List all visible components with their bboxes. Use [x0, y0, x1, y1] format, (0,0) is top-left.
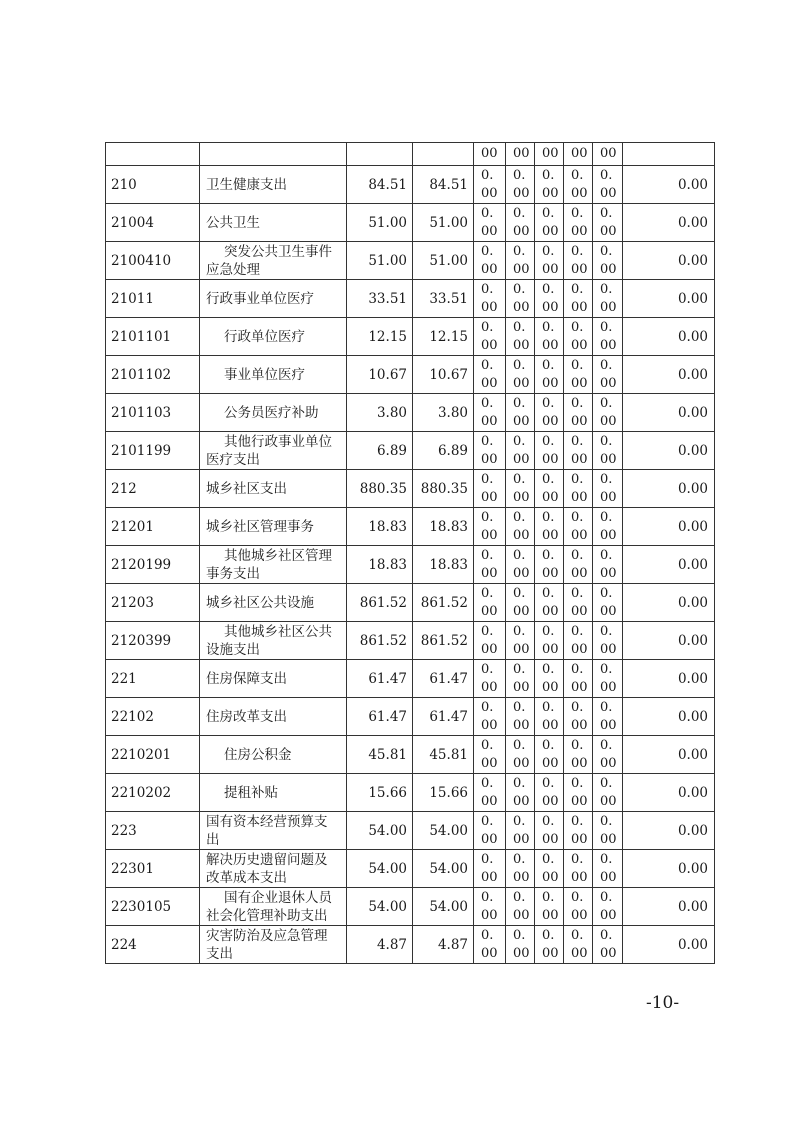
small-cell: 0. 00: [506, 812, 535, 850]
table-row: [106, 622, 715, 660]
name-cell: 行政单位医疗: [200, 318, 347, 356]
basic-cell: 54.00: [413, 888, 474, 926]
last-cell: 0.00: [623, 622, 715, 660]
small-cell: 0. 00: [474, 166, 506, 204]
last-cell: 0.00: [623, 508, 715, 546]
table-row: [106, 508, 715, 546]
table-row: [106, 888, 715, 926]
last-cell: 0.00: [623, 204, 715, 242]
small-cell: 0. 00: [474, 888, 506, 926]
small-cell: 0. 00: [593, 280, 623, 318]
last-cell: 0.00: [623, 394, 715, 432]
basic-cell: 861.52: [413, 622, 474, 660]
code-cell: 2101101: [106, 318, 200, 356]
basic-cell: 54.00: [413, 850, 474, 888]
small-cell: 0. 00: [535, 698, 564, 736]
small-cell: 0. 00: [506, 774, 535, 812]
name-cell: 城乡社区公共设施: [200, 584, 347, 622]
small-cell: 0. 00: [535, 470, 564, 508]
table-row: [106, 546, 715, 584]
small-cell: 0. 00: [564, 546, 593, 584]
total-cell: 15.66: [347, 774, 413, 812]
small-cell: 0. 00: [593, 926, 623, 964]
code-cell: 223: [106, 812, 200, 850]
total-cell: 10.67: [347, 356, 413, 394]
small-cell: 0. 00: [506, 736, 535, 774]
small-cell: 0. 00: [564, 394, 593, 432]
total-cell: 880.35: [347, 470, 413, 508]
small-cell: 0. 00: [474, 546, 506, 584]
code-cell: 2210202: [106, 774, 200, 812]
basic-cell: 6.89: [413, 432, 474, 470]
code-cell: 2101102: [106, 356, 200, 394]
code-cell: 22102: [106, 698, 200, 736]
small-cell: 0. 00: [593, 584, 623, 622]
small-cell: 0. 00: [474, 660, 506, 698]
small-cell: 0. 00: [506, 660, 535, 698]
total-cell: 54.00: [347, 888, 413, 926]
small-cell: 0. 00: [474, 204, 506, 242]
basic-cell: 54.00: [413, 812, 474, 850]
small-cell: 0. 00: [474, 280, 506, 318]
table-row: [106, 394, 715, 432]
small-cell: 0. 00: [506, 242, 535, 280]
name-cell: 其他行政事业单位 医疗支出: [200, 432, 347, 470]
last-cell: 0.00: [623, 470, 715, 508]
basic-cell: 61.47: [413, 698, 474, 736]
name-cell: 公共卫生: [200, 204, 347, 242]
total-cell: 45.81: [347, 736, 413, 774]
small-cell: 0. 00: [564, 432, 593, 470]
small-cell: 00: [535, 143, 564, 166]
last-cell: 0.00: [623, 888, 715, 926]
table-row: [106, 698, 715, 736]
name-cell: [200, 143, 347, 166]
code-cell: 2120199: [106, 546, 200, 584]
small-cell: 0. 00: [506, 204, 535, 242]
small-cell: 0. 00: [593, 166, 623, 204]
table-row: [106, 166, 715, 204]
basic-cell: 3.80: [413, 394, 474, 432]
small-cell: 0. 00: [535, 318, 564, 356]
small-cell: 0. 00: [564, 736, 593, 774]
small-cell: 0. 00: [593, 546, 623, 584]
name-cell: 住房公积金: [200, 736, 347, 774]
code-cell: 2120399: [106, 622, 200, 660]
table-row: [106, 774, 715, 812]
small-cell: 0. 00: [474, 926, 506, 964]
code-cell: 2230105: [106, 888, 200, 926]
last-cell: 0.00: [623, 356, 715, 394]
small-cell: 0. 00: [506, 584, 535, 622]
name-cell: 事业单位医疗: [200, 356, 347, 394]
total-cell: 61.47: [347, 698, 413, 736]
last-cell: 0.00: [623, 660, 715, 698]
small-cell: 00: [593, 143, 623, 166]
small-cell: 0. 00: [506, 394, 535, 432]
small-cell: 0. 00: [564, 356, 593, 394]
small-cell: 00: [474, 143, 506, 166]
small-cell: 0. 00: [593, 394, 623, 432]
small-cell: 0. 00: [535, 242, 564, 280]
basic-cell: 861.52: [413, 584, 474, 622]
basic-cell: 12.15: [413, 318, 474, 356]
small-cell: 0. 00: [535, 850, 564, 888]
small-cell: 0. 00: [535, 394, 564, 432]
last-cell: 0.00: [623, 812, 715, 850]
total-cell: 861.52: [347, 622, 413, 660]
small-cell: 0. 00: [535, 584, 564, 622]
last-cell: 0.00: [623, 546, 715, 584]
total-cell: 861.52: [347, 584, 413, 622]
table-row: [106, 660, 715, 698]
small-cell: 0. 00: [593, 508, 623, 546]
table-row: [106, 736, 715, 774]
name-cell: 行政事业单位医疗: [200, 280, 347, 318]
small-cell: 0. 00: [593, 660, 623, 698]
basic-cell: 18.83: [413, 508, 474, 546]
code-cell: [106, 143, 200, 166]
name-cell: 城乡社区支出: [200, 470, 347, 508]
page-number: -10-: [646, 993, 680, 1013]
small-cell: 0. 00: [564, 584, 593, 622]
small-cell: 0. 00: [506, 622, 535, 660]
small-cell: 0. 00: [593, 470, 623, 508]
total-cell: 33.51: [347, 280, 413, 318]
small-cell: 0. 00: [474, 736, 506, 774]
basic-cell: 4.87: [413, 926, 474, 964]
last-cell: 0.00: [623, 926, 715, 964]
basic-cell: 61.47: [413, 660, 474, 698]
small-cell: 0. 00: [474, 622, 506, 660]
small-cell: 0. 00: [535, 926, 564, 964]
table-row: [106, 280, 715, 318]
small-cell: 0. 00: [474, 470, 506, 508]
small-cell: 0. 00: [506, 850, 535, 888]
total-cell: 18.83: [347, 546, 413, 584]
name-cell: 解决历史遗留问题及 改革成本支出: [200, 850, 347, 888]
small-cell: 0. 00: [506, 470, 535, 508]
small-cell: 0. 00: [506, 356, 535, 394]
small-cell: 0. 00: [535, 280, 564, 318]
table-row: [106, 242, 715, 280]
last-cell: 0.00: [623, 850, 715, 888]
basic-cell: 51.00: [413, 242, 474, 280]
basic-cell: 51.00: [413, 204, 474, 242]
total-cell: 18.83: [347, 508, 413, 546]
small-cell: 0. 00: [474, 394, 506, 432]
code-cell: 22301: [106, 850, 200, 888]
small-cell: 0. 00: [474, 356, 506, 394]
small-cell: 0. 00: [535, 736, 564, 774]
last-cell: 0.00: [623, 166, 715, 204]
total-cell: 4.87: [347, 926, 413, 964]
small-cell: 0. 00: [506, 698, 535, 736]
small-cell: 0. 00: [564, 318, 593, 356]
small-cell: 0. 00: [593, 432, 623, 470]
code-cell: 21004: [106, 204, 200, 242]
small-cell: 0. 00: [593, 242, 623, 280]
code-cell: 21201: [106, 508, 200, 546]
total-cell: [347, 143, 413, 166]
name-cell: 城乡社区管理事务: [200, 508, 347, 546]
code-cell: 224: [106, 926, 200, 964]
small-cell: 0. 00: [506, 318, 535, 356]
total-cell: 84.51: [347, 166, 413, 204]
last-cell: 0.00: [623, 584, 715, 622]
small-cell: 0. 00: [593, 888, 623, 926]
small-cell: 0. 00: [535, 774, 564, 812]
small-cell: 0. 00: [593, 318, 623, 356]
code-cell: 212: [106, 470, 200, 508]
small-cell: 0. 00: [593, 774, 623, 812]
small-cell: 00: [564, 143, 593, 166]
small-cell: 0. 00: [506, 508, 535, 546]
budget-table: [105, 142, 715, 964]
small-cell: 0. 00: [564, 698, 593, 736]
last-cell: [623, 143, 715, 166]
small-cell: 0. 00: [535, 812, 564, 850]
small-cell: 0. 00: [474, 812, 506, 850]
total-cell: 61.47: [347, 660, 413, 698]
small-cell: 0. 00: [564, 242, 593, 280]
table-row: [106, 470, 715, 508]
code-cell: 21203: [106, 584, 200, 622]
last-cell: 0.00: [623, 736, 715, 774]
small-cell: 00: [506, 143, 535, 166]
small-cell: 0. 00: [535, 508, 564, 546]
table-row: [106, 584, 715, 622]
code-cell: 221: [106, 660, 200, 698]
table-row: [106, 204, 715, 242]
small-cell: 0. 00: [506, 888, 535, 926]
small-cell: 0. 00: [593, 698, 623, 736]
basic-cell: 880.35: [413, 470, 474, 508]
basic-cell: [413, 143, 474, 166]
last-cell: 0.00: [623, 698, 715, 736]
small-cell: 0. 00: [474, 850, 506, 888]
total-cell: 51.00: [347, 204, 413, 242]
small-cell: 0. 00: [564, 204, 593, 242]
code-cell: 2101199: [106, 432, 200, 470]
continuation-row: [106, 143, 715, 166]
table-row: [106, 926, 715, 964]
small-cell: 0. 00: [506, 546, 535, 584]
small-cell: 0. 00: [535, 166, 564, 204]
small-cell: 0. 00: [593, 850, 623, 888]
total-cell: 3.80: [347, 394, 413, 432]
small-cell: 0. 00: [474, 774, 506, 812]
last-cell: 0.00: [623, 318, 715, 356]
name-cell: 灾害防治及应急管理 支出: [200, 926, 347, 964]
small-cell: 0. 00: [474, 318, 506, 356]
small-cell: 0. 00: [593, 204, 623, 242]
name-cell: 国有资本经营预算支 出: [200, 812, 347, 850]
name-cell: 卫生健康支出: [200, 166, 347, 204]
name-cell: 住房保障支出: [200, 660, 347, 698]
table-row: [106, 812, 715, 850]
total-cell: 54.00: [347, 812, 413, 850]
small-cell: 0. 00: [474, 432, 506, 470]
small-cell: 0. 00: [564, 812, 593, 850]
basic-cell: 33.51: [413, 280, 474, 318]
table-row: [106, 318, 715, 356]
small-cell: 0. 00: [564, 470, 593, 508]
basic-cell: 84.51: [413, 166, 474, 204]
last-cell: 0.00: [623, 280, 715, 318]
small-cell: 0. 00: [593, 356, 623, 394]
total-cell: 54.00: [347, 850, 413, 888]
basic-cell: 18.83: [413, 546, 474, 584]
small-cell: 0. 00: [506, 432, 535, 470]
small-cell: 0. 00: [564, 926, 593, 964]
code-cell: 2100410: [106, 242, 200, 280]
small-cell: 0. 00: [593, 736, 623, 774]
small-cell: 0. 00: [564, 166, 593, 204]
small-cell: 0. 00: [564, 850, 593, 888]
name-cell: 突发公共卫生事件 应急处理: [200, 242, 347, 280]
small-cell: 0. 00: [474, 242, 506, 280]
name-cell: 其他城乡社区管理 事务支出: [200, 546, 347, 584]
small-cell: 0. 00: [474, 698, 506, 736]
small-cell: 0. 00: [474, 584, 506, 622]
small-cell: 0. 00: [564, 622, 593, 660]
small-cell: 0. 00: [535, 660, 564, 698]
last-cell: 0.00: [623, 432, 715, 470]
table-row: [106, 850, 715, 888]
small-cell: 0. 00: [535, 622, 564, 660]
small-cell: 0. 00: [535, 204, 564, 242]
basic-cell: 15.66: [413, 774, 474, 812]
total-cell: 51.00: [347, 242, 413, 280]
small-cell: 0. 00: [564, 280, 593, 318]
code-cell: 2210201: [106, 736, 200, 774]
total-cell: 6.89: [347, 432, 413, 470]
last-cell: 0.00: [623, 774, 715, 812]
name-cell: 住房改革支出: [200, 698, 347, 736]
small-cell: 0. 00: [506, 280, 535, 318]
table-row: [106, 432, 715, 470]
small-cell: 0. 00: [535, 356, 564, 394]
name-cell: 其他城乡社区公共 设施支出: [200, 622, 347, 660]
small-cell: 0. 00: [474, 508, 506, 546]
code-cell: 2101103: [106, 394, 200, 432]
name-cell: 公务员医疗补助: [200, 394, 347, 432]
small-cell: 0. 00: [593, 812, 623, 850]
small-cell: 0. 00: [506, 166, 535, 204]
table-row: [106, 356, 715, 394]
last-cell: 0.00: [623, 242, 715, 280]
small-cell: 0. 00: [564, 888, 593, 926]
small-cell: 0. 00: [564, 660, 593, 698]
code-cell: 210: [106, 166, 200, 204]
small-cell: 0. 00: [535, 888, 564, 926]
basic-cell: 10.67: [413, 356, 474, 394]
name-cell: 提租补贴: [200, 774, 347, 812]
small-cell: 0. 00: [564, 508, 593, 546]
basic-cell: 45.81: [413, 736, 474, 774]
small-cell: 0. 00: [564, 774, 593, 812]
code-cell: 21011: [106, 280, 200, 318]
small-cell: 0. 00: [535, 432, 564, 470]
small-cell: 0. 00: [506, 926, 535, 964]
small-cell: 0. 00: [593, 622, 623, 660]
name-cell: 国有企业退休人员 社会化管理补助支出: [200, 888, 347, 926]
total-cell: 12.15: [347, 318, 413, 356]
small-cell: 0. 00: [535, 546, 564, 584]
